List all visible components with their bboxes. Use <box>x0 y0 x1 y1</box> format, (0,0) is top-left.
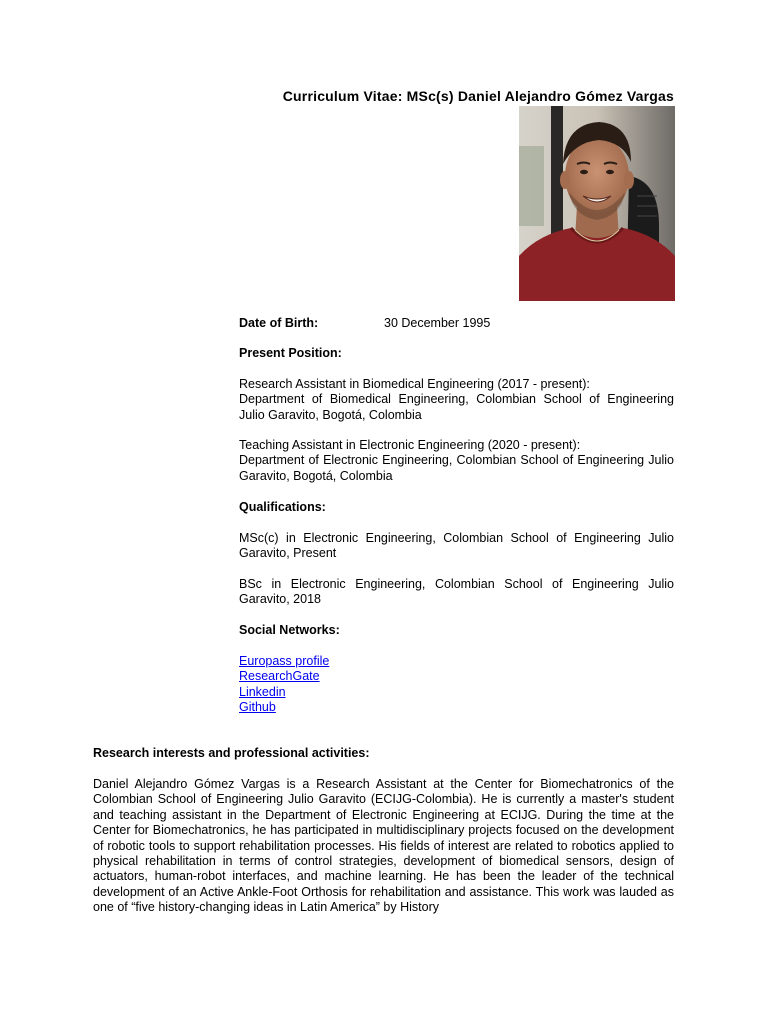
researchgate-link[interactable]: ResearchGate <box>239 669 320 684</box>
research-heading: Research interests and professional activities: <box>93 746 370 760</box>
linkedin-link[interactable]: Linkedin <box>239 684 286 699</box>
position-item <box>239 377 674 423</box>
social-networks-heading: Social Networks: <box>239 623 340 637</box>
research-paragraph: Daniel Alejandro Gómez Vargas is a Research Assistant at the Center for Biomechatronics of the Colombian School of Engineering Julio Garavito (ECIJG-Colombia). He is currently a master's student and teaching assistant in the Department of Electronic Engineering at ECIJG. During the time at the Center for Biomechatronics, he has participated in multidisciplinary projects focused on the development of robotic tools to support rehabilitation processes. His fields of interest are related to robotics applied to physical rehabilitation in terms of control strategies, development of biomedical sensors, design of actuators, human-robot interfaces, and machine learning. He has been the leader of the technical development of an Active Ankle-Foot Orthosis for rehabilitation and assistance. This work was lauded as one of “five history-changing ideas in Latin America” by History <box>93 777 674 915</box>
dob-row <box>239 316 674 331</box>
portrait-photo <box>519 106 675 301</box>
qualifications-heading: Qualifications: <box>239 500 326 514</box>
page-title: Curriculum Vitae: MSc(s) Daniel Alejandro Gómez Vargas <box>282 88 674 104</box>
present-position-heading: Present Position: <box>239 346 342 360</box>
qualification-item: MSc(c) in Electronic Engineering, Colombian School of Engineering Julio Garavito, Present <box>239 531 674 561</box>
dob-value: 30 December 1995 <box>384 316 491 330</box>
github-link[interactable]: Github <box>239 700 276 715</box>
social-links <box>239 654 674 716</box>
qualification-item: BSc in Electronic Engineering, Colombian School of Engineering Julio Garavito, 2018 <box>239 577 674 607</box>
position-title: Research Assistant in Biomedical Engineering (2017 - present): <box>239 377 590 391</box>
europass-link[interactable]: Europass profile <box>239 654 330 668</box>
dob-label: Date of Birth: <box>239 316 319 330</box>
position-detail: Department of Biomedical Engineering, Colombian School of Engineering Julio Garavito, Bogotá, Colombia <box>239 392 674 422</box>
position-title: Teaching Assistant in Electronic Engineering (2020 - present): <box>239 438 581 452</box>
position-detail: Department of Electronic Engineering, Colombian School of Engineering Julio Garavito, Bogotá, Colombia <box>239 453 674 483</box>
position-item <box>239 438 674 484</box>
